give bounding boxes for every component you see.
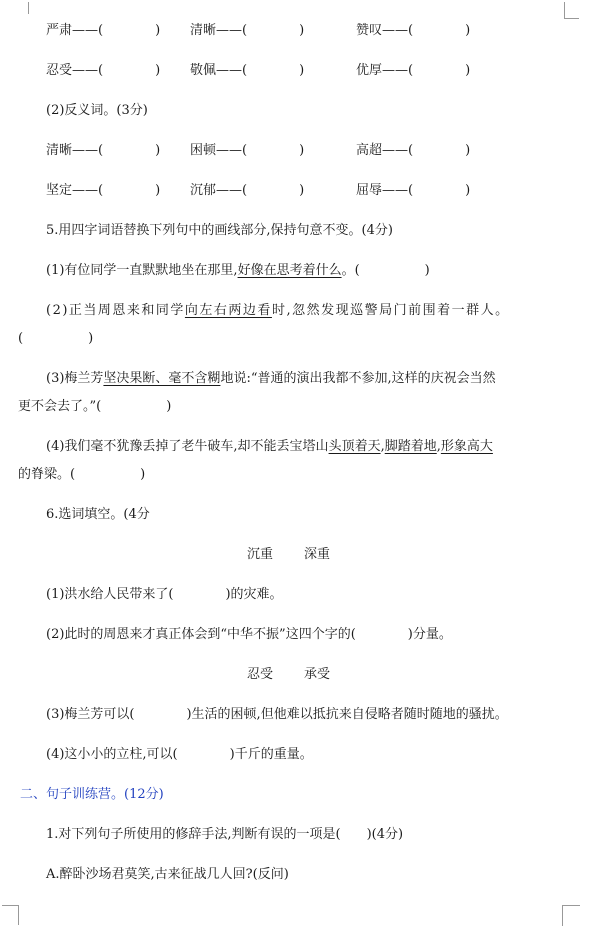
corner-mark-top-right [564, 2, 579, 19]
antonym-item: 屈辱——( ) [356, 183, 471, 198]
corner-mark-bottom-right-h [562, 905, 580, 906]
q5-item-2-underlined: 向左右两边看 [184, 303, 272, 318]
q5-item-4-underlined-2: 脚踏着地 [384, 439, 437, 454]
corner-mark-top-left [16, 2, 29, 14]
antonym-item: 高超——( ) [356, 143, 471, 158]
synonym-item: 严肃——( ) [46, 23, 161, 38]
synonym-item: 优厚——( ) [356, 63, 471, 78]
antonym-item: 困顿——( ) [190, 143, 305, 158]
q6-sentence-4: (4)这小小的立柱,可以( )千斤的重量。 [46, 747, 313, 762]
antonym-item: 清晰——( ) [46, 143, 161, 158]
q5-item-1-post: 。( ) [341, 263, 430, 278]
q6-heading: 6.选词填空。(4分 [46, 507, 150, 522]
synonym-item: 敬佩——( ) [190, 63, 305, 78]
section-2-option-a: A.醉卧沙场君莫笑,古来征战几人回?(反问) [46, 867, 289, 882]
q6-sentence-1: (1)洪水给人民带来了( )的灾难。 [46, 587, 283, 602]
antonym-item: 坚定——( ) [46, 183, 161, 198]
word-option: 忍受 [247, 667, 274, 682]
q5-item-2 [46, 303, 510, 319]
q5-item-3-line2: 更不会去了。”( ) [18, 399, 172, 414]
q5-item-4-sep-2: , [436, 439, 441, 454]
q6-sentence-2: (2)此时的周恩来才真正体会到“中华不振”这四个字的( )分量。 [46, 627, 452, 642]
q5-item-1-pre: (1)有位同学一直默默地坐在那里, [46, 263, 238, 278]
antonym-item: 沉郁——( ) [190, 183, 305, 198]
q5-item-4-sep-1: , [380, 439, 385, 454]
q5-item-3-pre: (3)梅兰芳 [46, 371, 104, 386]
word-option: 深重 [304, 547, 331, 562]
q5-item-3-post: 地说:“普通的演出我都不参加,这样的庆祝会当然 [220, 371, 496, 386]
corner-mark-bottom-left-v [18, 905, 31, 925]
q5-item-4-pre: (4)我们毫不犹豫丢掉了老牛破车,却不能丢宝塔山 [46, 439, 329, 454]
q5-item-4-underlined-1: 头顶着天 [328, 439, 381, 454]
q5-item-4-line2: 的脊梁。( ) [18, 467, 146, 482]
q5-item-1-underlined: 好像在思考着什么 [237, 263, 342, 278]
corner-mark-bottom-left [2, 905, 18, 918]
q5-item-2-pre: (2)正当周恩来和同学 [46, 303, 185, 318]
section-2-heading: 二、句子训练营。(12分) [20, 787, 164, 802]
synonym-item: 清晰——( ) [190, 23, 305, 38]
q5-item-3-underlined: 坚决果断、毫不含糊 [103, 371, 221, 386]
antonym-heading: (2)反义词。(3分) [46, 103, 148, 118]
synonym-item: 赞叹——( ) [356, 23, 471, 38]
corner-mark-bottom-right [562, 905, 563, 926]
q5-heading: 5.用四字词语替换下列句中的画线部分,保持句意不变。(4分) [46, 223, 393, 238]
q5-item-2-blank: ( ) [18, 331, 94, 346]
q5-item-4-underlined-3: 形象高大 [440, 439, 493, 454]
q5-item-3 [46, 371, 496, 387]
word-option: 承受 [304, 667, 331, 682]
word-option: 沉重 [247, 547, 274, 562]
q6-sentence-3: (3)梅兰芳可以( )生活的困顿,但他难以抵抗来自侵略者随时随地的骚扰。 [46, 707, 508, 722]
q5-item-2-post: 时,忽然发现巡警局门前围着一群人。 [271, 303, 510, 318]
section-2-question-1: 1.对下列句子所使用的修辞手法,判断有误的一项是( )(4分) [46, 827, 404, 842]
synonym-item: 忍受——( ) [46, 63, 161, 78]
q5-item-4 [46, 439, 493, 455]
q5-item-1 [46, 263, 430, 279]
